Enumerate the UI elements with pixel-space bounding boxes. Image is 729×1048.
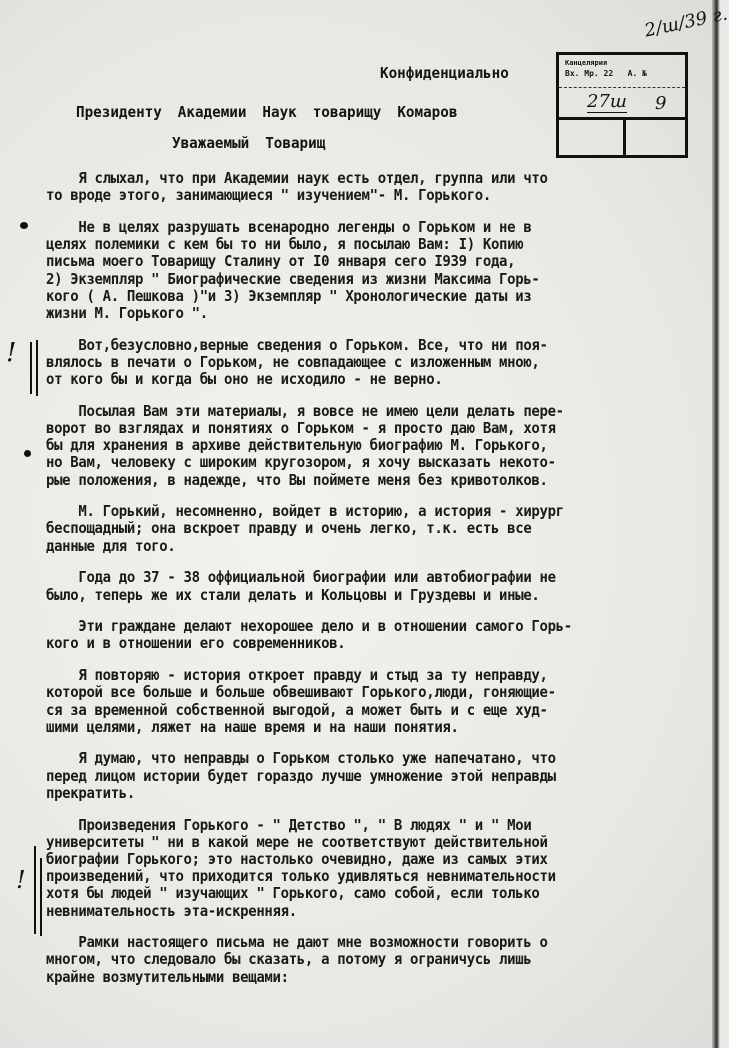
addressee-line: Президенту Академии Наук товарищу Комаров xyxy=(76,103,458,121)
text-line: перед лицом истории будет гораздо лучше умножение этой неправды xyxy=(46,766,556,785)
registration-stamp xyxy=(556,52,688,158)
text-line: 2) Экземпляр " Биографические сведения из жизни Максима Горь- xyxy=(46,269,540,288)
stamp-divider xyxy=(623,117,626,155)
text-line: беспощадный; она вскроет правду и очень легко, т.к. есть все xyxy=(46,519,532,538)
ink-blot-icon xyxy=(24,450,31,457)
text-line: хотя бы людей " изучающих " Горького, само собой, если только xyxy=(46,884,540,903)
text-line: бы для хранения в архиве действительную биографию М. Горького, xyxy=(46,436,548,455)
text-line: письма моего Товарищу Сталину от I0 января сего I939 года, xyxy=(46,252,516,271)
stamp-date: 27ш xyxy=(587,91,627,112)
text-line: Я думаю, что неправды о Горьком столько уже напечатано, что xyxy=(46,749,556,768)
stamp-line-1: Канцелярия xyxy=(565,59,608,67)
text-line: Я повторяю - история откроет правду и стыд за ту неправду, xyxy=(46,666,548,685)
text-line: было, теперь же их стали делать и Кольцовы и Груздевы и иные. xyxy=(46,585,540,604)
text-line: крайне возмутительными вещами: xyxy=(46,967,289,986)
text-line: рые положения, в надежде, что Вы поймете меня без кривотолков. xyxy=(46,470,548,489)
margin-bar-icon xyxy=(36,340,38,396)
exclamation-mark-icon: ! xyxy=(6,338,17,368)
text-line: М. Горький, несомненно, войдет в историю, а история - хирург xyxy=(46,502,564,521)
ink-blot-icon xyxy=(20,222,28,229)
text-line: которой все больше и больше обвешивают Горького,люди, гоняющие- xyxy=(46,683,556,702)
text-line: Эти граждане делают нехорошее дело и в отношении самого Горь- xyxy=(46,617,572,636)
text-line: Произведения Горького - " Детство ", " В людях " и " Мои xyxy=(46,815,532,834)
text-line: шими целями, ляжет на наше время и на наши понятия. xyxy=(46,717,459,736)
text-line: ворот во взглядах и понятиях о Горьком - я просто даю Вам, хотя xyxy=(46,418,556,437)
text-line: кого ( А. Пешкова )"и 3) Экземпляр " Хронологические даты из xyxy=(46,286,532,305)
handwritten-note: 2/ш/39 г. xyxy=(642,3,729,42)
stamp-line-2: Вх. Мр. 22 А. № xyxy=(565,69,647,78)
text-line: прекратить. xyxy=(46,783,135,802)
text-line: Я слыхал, что при Академии наук есть отдел, группа или что xyxy=(46,169,548,187)
text-line: биографии Горького; это настолько очевидно, даже из самых этих xyxy=(46,849,548,868)
text-line: данные для того. xyxy=(46,536,176,555)
text-line: Посылая Вам эти материалы, я вовсе не имею цели делать пере- xyxy=(46,401,564,420)
text-line: целях полемики с кем бы то ни было, я посылаю Вам: I) Копию xyxy=(46,235,524,254)
text-line: но Вам, человеку с широким кругозором, я хочу высказать некото- xyxy=(46,453,556,472)
stamp-divider xyxy=(559,117,685,120)
text-line: жизни М. Горького ". xyxy=(46,303,208,322)
text-line: от кого бы и когда бы оно не исходило - не верно. xyxy=(46,370,443,388)
margin-bar-icon xyxy=(40,858,42,936)
text-line: влялось в печати о Горьком, не совпадающее с изложенным мною, xyxy=(46,352,540,371)
text-line: университеты " ни в какой мере не соответствуют действительной xyxy=(46,832,548,851)
text-line: произведений, что приходится только удивляться невнимательности xyxy=(46,867,556,886)
salutation: Уважаемый Товарищ xyxy=(172,134,326,152)
stamp-number: 9 xyxy=(655,93,667,114)
margin-bar-icon xyxy=(30,342,32,394)
text-line: ся за временной собственной выгодой, а может быть и с еще худ- xyxy=(46,700,548,719)
text-line: Не в целях разрушать всенародно легенды о Горьком и не в xyxy=(46,217,532,236)
confidential-label: Конфиденциально xyxy=(380,64,509,82)
stamp-divider xyxy=(559,87,685,88)
text-line: Рамки настоящего письма не дают мне возможности говорить о xyxy=(46,933,548,952)
text-line: Вот,безусловно,верные сведения о Горьком. Все, что ни поя- xyxy=(46,335,548,354)
margin-bar-icon xyxy=(34,846,36,934)
text-line: невнимательность эта-искренняя. xyxy=(46,901,297,920)
text-line: кого и в отношении его современников. xyxy=(46,634,346,653)
exclamation-mark-icon: ! xyxy=(16,866,26,894)
text-line: Года до 37 - 38 оффициальной биографии или автобиографии не xyxy=(46,568,556,587)
text-line: многом, что следовало бы сказать, а потому я ограничусь лишь xyxy=(46,950,532,969)
text-line: то вроде этого, занимающиеся " изучением"- М. Горького. xyxy=(46,186,491,205)
page-edge-shadow xyxy=(712,0,720,1048)
